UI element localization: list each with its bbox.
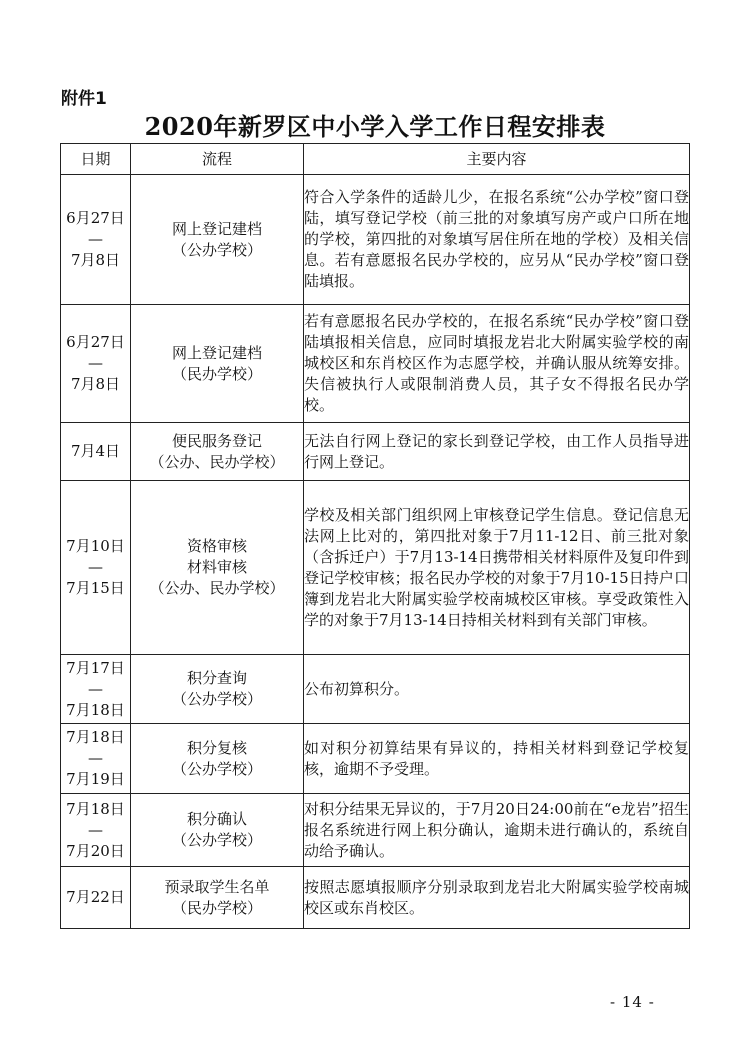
table-row [61,724,690,794]
header-date: 日期 [61,144,131,175]
table-row [61,175,690,305]
schedule-table [60,143,690,929]
row-date: 7月18日 — 7月19日 [61,724,131,794]
document-title: 2020年新罗区中小学入学工作日程安排表 [144,112,606,141]
table-header-row [61,144,690,175]
table-row [61,867,690,929]
row-process: 网上登记建档 （民办学校） [131,305,304,423]
row-date: 7月10日 — 7月15日 [61,481,131,655]
table-row [61,481,690,655]
row-process: 资格审核 材料审核 （公办、民办学校） [131,481,304,655]
row-process: 预录取学生名单 （民办学校） [131,867,304,929]
row-process: 便民服务登记 （公办、民办学校） [131,423,304,481]
header-content: 主要内容 [304,144,690,175]
row-date: 7月22日 [61,867,131,929]
row-content: 符合入学条件的适龄儿少，在报名系统“公办学校”窗口登陆，填写登记学校（前三批的对象填写房产或户口所在地的学校，第四批的对象填写居住所在地的学校）及相关信息。若有意愿报名民办学校的，应另从“民办学校”窗口登陆填报。 [304,175,690,305]
row-process: 积分确认 （公办学校） [131,794,304,867]
page-number: - 14 - [610,993,655,1011]
row-process: 积分复核 （公办学校） [131,724,304,794]
table-row [61,655,690,724]
row-content: 对积分结果无异议的，于7月20日24:00前在“e龙岩”招生报名系统进行网上积分确认，逾期未进行确认的，系统自动给予确认。 [304,794,690,867]
header-process: 流程 [131,144,304,175]
row-content: 若有意愿报名民办学校的，在报名系统“民办学校”窗口登陆填报相关信息，应同时填报龙岩北大附属实验学校的南城校区和东肖校区作为志愿学校，并确认服从统筹安排。失信被执行人或限制消费人员，其子女不得报名民办学校。 [304,305,690,423]
row-content: 如对积分初算结果有异议的，持相关材料到登记学校复核，逾期不予受理。 [304,724,690,794]
table-row [61,794,690,867]
row-date: 7月17日 — 7月18日 [61,655,131,724]
row-content: 公布初算积分。 [304,655,690,724]
row-date: 7月4日 [61,423,131,481]
row-date: 7月18日 — 7月20日 [61,794,131,867]
row-process: 网上登记建档 （公办学校） [131,175,304,305]
row-content: 学校及相关部门组织网上审核登记学生信息。登记信息无法网上比对的，第四批对象于7月11-12日、前三批对象（含拆迁户）于7月13-14日携带相关材料原件及复印件到登记学校审核；报名民办学校的对象于7月10-15日持户口簿到龙岩北大附属实验学校南城校区审核。享受政策性入学的对象于7月13-14日持相关材料到有关部门审核。 [304,481,690,655]
row-date: 6月27日 — 7月8日 [61,175,131,305]
row-content: 按照志愿填报顺序分别录取到龙岩北大附属实验学校南城校区或东肖校区。 [304,867,690,929]
row-content: 无法自行网上登记的家长到登记学校，由工作人员指导进行网上登记。 [304,423,690,481]
table-row [61,305,690,423]
table-row [61,423,690,481]
row-date: 6月27日 — 7月8日 [61,305,131,423]
attachment-label: 附件1 [61,89,107,109]
row-process: 积分查询 （公办学校） [131,655,304,724]
